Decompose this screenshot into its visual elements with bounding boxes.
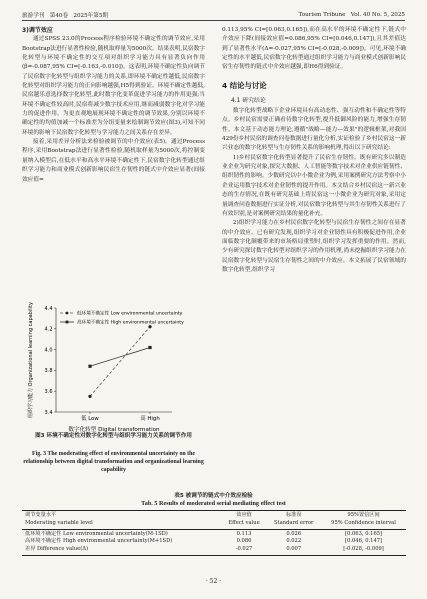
table-header: 调节变量水平 (22, 511, 222, 520)
journal-name-en: Tourism Tribune (298, 11, 346, 18)
issue-cn: 2025年第5期 (73, 12, 108, 19)
table-cell: 0.026 (286, 530, 302, 537)
y-tick-label: 4.4 (44, 305, 53, 312)
legend-label: 高环境不确定性 High environmental uncertainty (77, 320, 184, 326)
mediation-table (22, 510, 406, 556)
data-point (148, 346, 151, 349)
paragraph: 通过SPSS 23.0的Process程序检验环境不确定性的调节效应,采用Bootstrap法进行显著性检验,随机取样量为5000次。结果表明,民宿数字化转型与环境不确定性的交互项对组织学习能力具有显著负向作用(β=-0.087,95% CI=[-0.163,-0.010])。这表明,环境不确定性负向调节了民宿数字化转型与组织学习能力的关系,即环境不确定性越低,民宿数字化转型对组织学习能力的正向影响越强,H5得到验证。环境不确定性越低,民宿越乐意选择数字化转型,此时数字化变革促进学习能力的作用更强;当环境不确定性较高时,民宿将减少数字技术应用,继而减弱数字化对学习能力的促进作用。为更直观地展现环境不确定性的调节效果,分别以环境不确定性的均值加减一个标准差为分组变量来绘制调节效应(图3),可知不同环境的影响下民宿数字化转型与学习能力之间关系存在差异。 (22, 36, 205, 136)
data-point (88, 395, 91, 398)
table-cell: 高环境不确定性 High environmental uncertainty(M+1SD) (25, 538, 173, 545)
table-cell: 0.022 (286, 538, 302, 545)
volume-cn: 第40卷 (49, 12, 69, 19)
section-title-moderating: 3)调节效应 (22, 27, 53, 34)
table-cell: 差异 Difference value(Δ) (22, 546, 222, 555)
section-heading: 4 结论与讨论 (222, 80, 267, 90)
page-number: · 52 · (205, 578, 222, 585)
paragraph: 1)乡村民宿数字化转型显著提升了民宿生存韧性。既有研究多以制造业企业为研究对象,探究大数据、人工智能等数字技术对企业供应链韧性、组织韧性的影响。少数研究以中小微企业为例,采用案例研究方法考察中小企业运用数字技术对企业韧性的提升作用。本文结合乡村民宿这一新兴业态的生存情况,在既有研究基础上将民宿这一小微企业为研究对象,采用定量调查问卷数据进行实证分析,对民宿数字化转型与其生存韧性关系进行了有效识别,是对案例研究结果的量化补充。 (222, 154, 406, 217)
table-caption-en: Tab. 5 Results of moderated serial mediating effect test (141, 500, 286, 508)
header-left (22, 11, 108, 19)
table-header: 效应值 (222, 511, 267, 520)
x-tick-label: 高 High (140, 416, 160, 422)
paragraph: 接着,采用差异分析法来检验被调节的中介效应(表5)。通过Process程序,采用Bootstrap法进行显著性检验,随机取样量为5000次,将控制变量纳入模型后,在低水平和高水平环境不确定性下,民宿数字化转型通过组织学习能力和商业模式创新影响民宿生存韧性的链式中介效应显著(间接效应值= (22, 139, 205, 183)
table-header: 95% Confidence interval (321, 520, 406, 529)
table-cell: [0.063, 0.165] (345, 530, 383, 537)
y-tick-label: 3.8 (44, 368, 53, 375)
running-header (22, 9, 405, 21)
table-header: 标准误 (266, 511, 321, 520)
table-row (22, 546, 406, 555)
table-cell: 0.086 (236, 538, 252, 545)
table-header: Effect value (222, 520, 267, 529)
y-tick-label: 3.6 (44, 389, 53, 395)
moderation-chart (22, 300, 205, 434)
table-cell: [0.046, 0.147] (345, 538, 383, 545)
table-caption (22, 492, 405, 509)
series-line (90, 348, 150, 367)
subsection-heading: 4.1 研究结论 (231, 97, 266, 104)
y-axis-label: 组织学习能力 Organizational learning capability (28, 302, 34, 418)
y-tick-label: 4.0 (44, 347, 53, 354)
legend-marker (66, 312, 69, 315)
paragraph: 0.113,95% CI=[0.063,0.165]),而在高水平的环境不确定性下,链式中介效应下降(间接效应值=0.086,95% CI=[0.046,0.147]),且其差值达到了显著性水平(Δ=-0.027,95% CI=[-0.028,-0.009])。可见,环境不确定性的水平越低,民宿数字化转型通过组织学习能力与商业模式创新影响民宿生存韧性的链式中介效应越强,即H6得到验证。 (222, 27, 406, 71)
left-column (22, 26, 205, 185)
table-header-row-cn (22, 511, 406, 520)
x-tick-label: 低 Low (81, 416, 99, 422)
x-axis-label: 数字化转型 Digital transformation (68, 427, 160, 433)
figure-caption-cn: 图3 环境不确定性对数字化转型与组织学习能力关系的调节作用 (35, 433, 192, 439)
table-cell: [-0.028, -0.009] (321, 546, 406, 555)
y-tick-label: 3.4 (44, 409, 53, 416)
series-line (90, 327, 150, 397)
table-header: Standard error (266, 520, 321, 529)
header-right (298, 12, 405, 18)
legend-marker (66, 321, 69, 324)
table-cell: 0.007 (266, 546, 321, 555)
table-header-row-en (22, 520, 406, 529)
legend-label: 低环境不确定性 Low environmental uncertainty (77, 311, 183, 317)
table-cell: 低环境不确定性 Low environmental uncertainty(M-1SD) (25, 530, 168, 537)
y-tick-label: 4.2 (44, 326, 53, 333)
figure-caption-en: Fig. 3 The moderating effect of environmental uncertainty on the relationship between digital transformation and organizational learning capability (23, 451, 204, 473)
journal-name-cn: 旅游学刊 (22, 12, 45, 19)
volume-en: Vol. 40 No. 5, 2025 (350, 11, 405, 18)
data-point (88, 365, 91, 368)
paragraph: 数字化转型战略下企业环境具有高动态性、强互动性和不确定性等特点。乡村民宿需要正确看待数字化转型,提升抵御风险的能力,增强生存韧性。本文基于动态能力理论,遵循"战略—能力—效果"的逻辑框架,对我国429份乡村民宿的调查问卷数据进行量化分析,实证检验了乡村民宿这一新兴业态的数字化转型与生存韧性关系的影响机理,得出以下研究结论: (222, 108, 406, 152)
table-cell: -0.027 (222, 546, 267, 555)
table-caption-cn: 表5 被调节的链式中介效应检验 (174, 493, 253, 499)
right-column (222, 26, 406, 275)
table-header: 95%置信区间 (321, 511, 406, 520)
paragraph: 2)组织学习能力在乡村民宿数字化转型与民宿生存韧性之间存在显著的中介效应。已有研究发现,组织学习对企业韧性具有积极促进作用,企业面临数字化颠覆带来的市场格局重塑时,组织学习发挥重要的作用。然而,少有研究探讨数字化转型对组织学习的作用机理,尚未挖掘组织学习能力在民宿数字化转型与民宿生存韧性之间的中介效应。本文拓展了民宿领域的数字化转型,组织学习 (222, 220, 406, 273)
table-cell: 0.113 (236, 530, 252, 537)
table-row (22, 529, 406, 538)
table-header: Moderating variable level (22, 520, 222, 529)
